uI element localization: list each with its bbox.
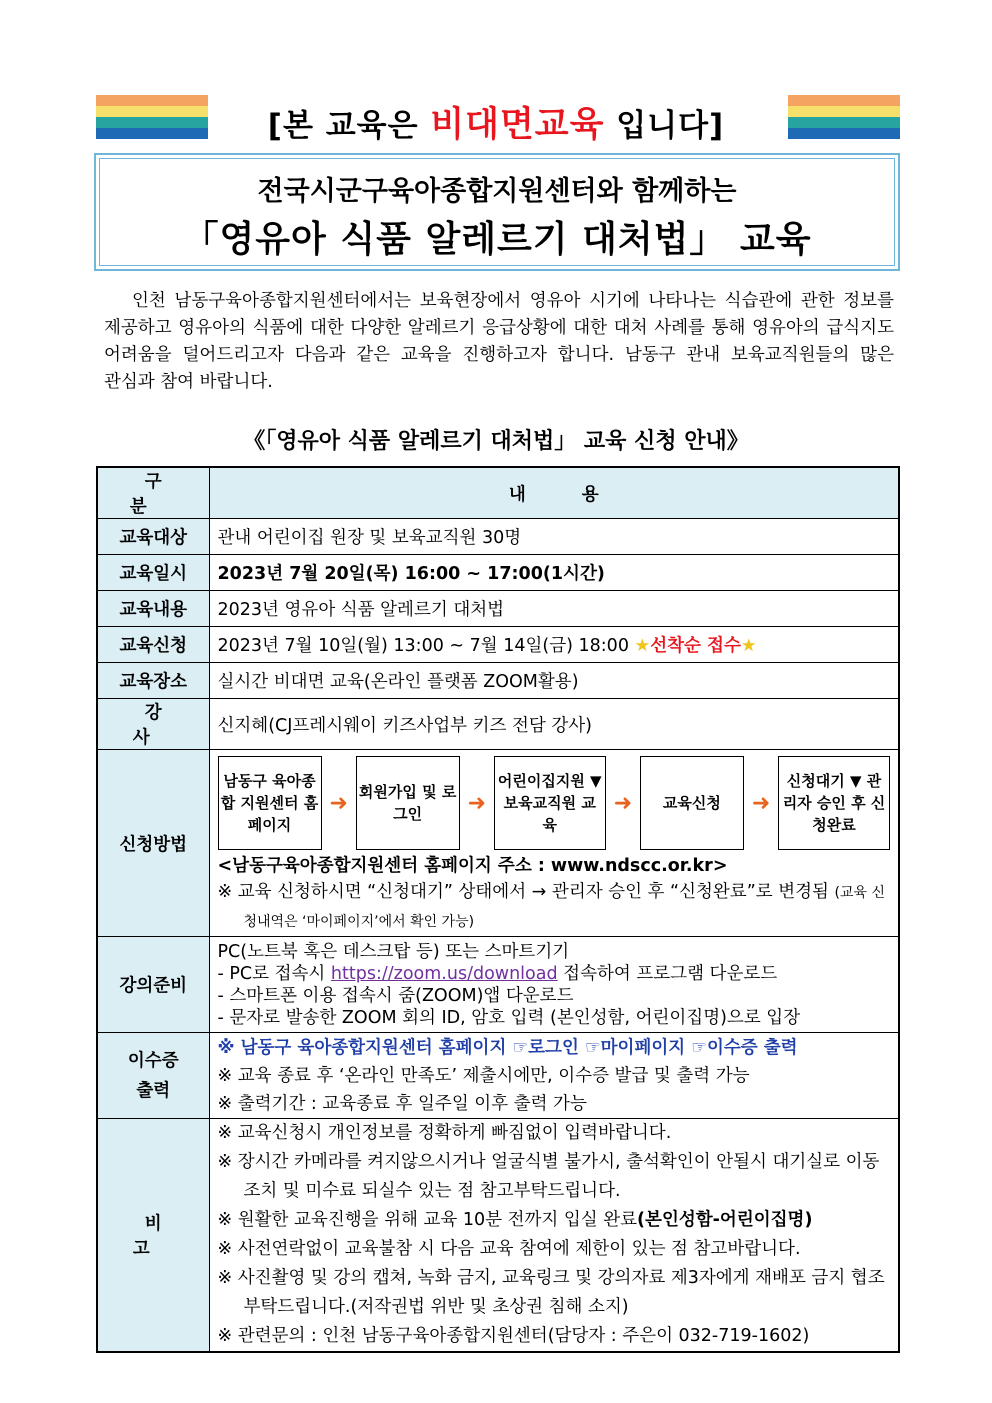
value-method xyxy=(209,750,899,937)
table-row-target xyxy=(97,519,899,555)
homepage-address: <남동구육아종합지원센터 홈페이지 주소 : www.ndscc.or.kr> xyxy=(217,856,728,876)
remark-5: ※ 사진촬영 및 강의 캡쳐, 녹화 금지, 교육링크 및 강의자료 제3자에게 재배포 금지 협조부탁드립니다.(저작권법 위반 및 초상권 침해 소지) xyxy=(217,1268,885,1317)
remark-6: ※ 관련문의 : 인천 남동구육아종합지원센터(담당자 : 주은이 032-719-1602) xyxy=(217,1326,810,1346)
table-row-method xyxy=(97,750,899,937)
star-icon: ★ xyxy=(634,636,651,656)
flow-step-signup: 회원가입 및 로그인 xyxy=(356,756,460,850)
value-datetime: 2023년 7월 20일(목) 16:00 ~ 17:00(1시간) xyxy=(209,555,899,591)
table-row-content xyxy=(97,591,899,627)
prep-line-1: PC(노트북 혹은 데스크탑 등) 또는 스마트기기 xyxy=(217,941,570,962)
table-row-certificate xyxy=(97,1033,899,1119)
title-line-1: 전국시군구육아종합지원센터와 함께하는 xyxy=(257,176,737,207)
label-prep: 강의준비 xyxy=(97,937,209,1033)
certificate-line-2: ※ 교육 종료 후 ‘온라인 만족도’ 제출시에만, 이수증 발급 및 출력 가능 xyxy=(217,1065,750,1086)
value-apply xyxy=(209,627,899,663)
apply-flow xyxy=(218,756,891,850)
method-note: ※ 교육 신청하시면 “신청대기” 상태에서 → 관리자 승인 후 “신청완료”로 변경됨 (교육 신청내역은 ‘마이페이지’에서 확인 가능) xyxy=(217,882,886,930)
flow-step-menu: 어린이집지원 ▼ 보육교직원 교육 xyxy=(494,756,606,850)
flow-step-homepage: 남동구 육아종합 지원센터 홈페이지 xyxy=(218,756,322,850)
value-prep xyxy=(209,937,899,1033)
certificate-line-3: ※ 출력기간 : 교육종료 후 일주일 이후 출력 가능 xyxy=(217,1093,587,1114)
apply-note: 선착순 접수 xyxy=(650,636,741,656)
table-row-remarks xyxy=(97,1119,899,1353)
table-header-row xyxy=(97,467,899,519)
banner-highlight: 비대면교육 xyxy=(430,105,605,145)
value-content: 2023년 영유아 식품 알레르기 대처법 xyxy=(209,591,899,627)
remark-1: ※ 교육신청시 개인정보를 정확하게 빠짐없이 입력바랍니다. xyxy=(217,1123,672,1143)
prep-line-2: - PC로 접속시 https://zoom.us/download 접속하여 프로그램 다운로드 xyxy=(217,963,778,984)
value-target: 관내 어린이집 원장 및 보육교직원 30명 xyxy=(209,519,899,555)
remark-2: ※ 장시간 카메라를 켜지않으시거나 얼굴식별 불가시, 출석확인이 안될시 대기실로 이동조치 및 미수료 되실수 있는 점 참고부탁드립니다. xyxy=(217,1152,880,1201)
table-row-lecturer xyxy=(97,699,899,750)
value-certificate xyxy=(209,1033,899,1119)
decorative-stripes-right xyxy=(788,95,900,139)
label-target: 교육대상 xyxy=(97,519,209,555)
table-row-datetime xyxy=(97,555,899,591)
banner xyxy=(0,95,992,145)
label-lecturer: 강사 xyxy=(97,699,209,750)
label-remarks: 비고 xyxy=(97,1119,209,1353)
table-row-prep xyxy=(97,937,899,1033)
method-note-small: (교육 신청내역은 ‘마이페이지’에서 확인 가능) xyxy=(243,885,886,930)
zoom-download-link[interactable]: https://zoom.us/download xyxy=(330,963,558,984)
intro-paragraph: 인천 남동구육아종합지원센터에서는 보육현장에서 영유아 시기에 나타나는 식습관에 관한 정보를 제공하고 영유아의 식품에 대한 다양한 알레르기 응급상황에 대한 대처 사례를 통해 영유아의 급식지도 어려움을 덜어드리고자 다음과 같은 교육을 진행하고자 합니다. 남동구 관내 보육교직원들의 많은 관심과 참여 바랍니다. xyxy=(104,291,894,392)
table-row-apply xyxy=(97,627,899,663)
flow-step-apply: 교육신청 xyxy=(640,756,744,850)
value-lecturer: 신지혜(CJ프레시웨이 키즈사업부 키즈 전담 강사) xyxy=(209,699,899,750)
label-datetime: 교육일시 xyxy=(97,555,209,591)
header-content: 내용 xyxy=(209,467,899,519)
remark-4: ※ 사전연락없이 교육불참 시 다음 교육 참여에 제한이 있는 점 참고바랍니다. xyxy=(217,1239,801,1259)
table-row-place xyxy=(97,663,899,699)
remark-3: ※ 원활한 교육진행을 위해 교육 10분 전까지 입실 완료(본인성함-어린이집명) xyxy=(217,1210,813,1230)
certificate-line-1: ※ 남동구 육아종합지원센터 홈페이지 ☞로그인 ☞마이페이지 ☞이수증 출력 xyxy=(217,1037,798,1058)
prep-line-3: - 스마트폰 이용 접속시 줌(ZOOM)앱 다운로드 xyxy=(217,985,574,1006)
info-table xyxy=(96,466,900,1353)
star-icon: ★ xyxy=(740,636,757,656)
header-label: 구분 xyxy=(97,467,209,519)
section-title: 《「영유아 식품 알레르기 대처법」 교육 신청 안내》 xyxy=(243,429,749,454)
value-remarks xyxy=(209,1119,899,1353)
arrow-icon: ➜ xyxy=(751,790,771,816)
arrow-icon: ➜ xyxy=(467,790,486,816)
flow-step-approval: 신청대기 ▼ 관리자 승인 후 신청완료 xyxy=(778,756,890,850)
label-method: 신청방법 xyxy=(97,750,209,937)
title-line-2: 「영유아 식품 알레르기 대처법」 교육 xyxy=(182,219,812,260)
label-certificate: 이수증 출력 xyxy=(97,1033,209,1119)
label-place: 교육장소 xyxy=(97,663,209,699)
apply-period: 2023년 7월 10일(월) 13:00 ~ 7월 14일(금) 18:00 xyxy=(217,636,629,656)
value-place: 실시간 비대면 교육(온라인 플랫폼 ZOOM활용) xyxy=(209,663,899,699)
title-box xyxy=(94,153,900,271)
arrow-icon: ➜ xyxy=(613,790,633,816)
banner-suffix: 입니다] xyxy=(616,108,725,144)
label-content: 교육내용 xyxy=(97,591,209,627)
label-apply: 교육신청 xyxy=(97,627,209,663)
prep-line-4: - 문자로 발송한 ZOOM 회의 ID, 암호 입력 (본인성함, 어린이집명)으로 입장 xyxy=(217,1007,801,1028)
arrow-icon: ➜ xyxy=(329,790,348,816)
banner-prefix: [본 교육은 xyxy=(267,108,419,144)
